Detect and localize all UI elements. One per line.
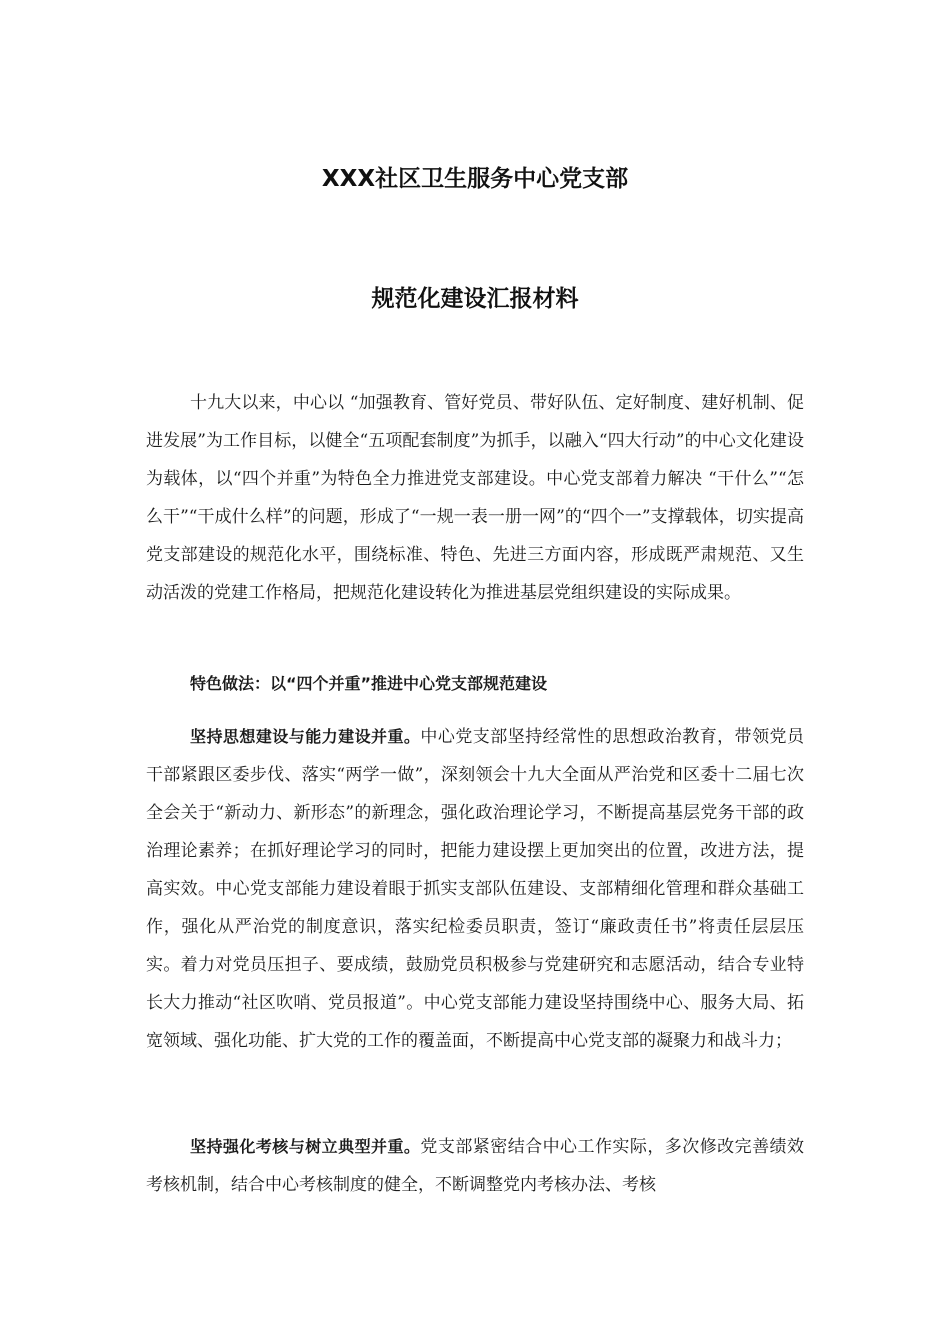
- section-2-paragraph: [146, 1128, 804, 1204]
- document-title-line-1: XXX社区卫生服务中心党支部: [321, 166, 629, 192]
- section-1-lead: 坚持思想建设与能力建设并重。: [190, 727, 421, 746]
- intro-paragraph: 十九大以来，中心以 “加强教育、管好党员、带好队伍、定好制度、建好机制、促进发展”为工作目标，以健全“五项配套制度”为抓手，以融入“四大行动”的中心文化建设为载体，以“四个并重”为特色全力推进党支部建设。中心党支部着力解决 “干什么”“怎么干”“干成什么样”的问题，形成了“一规一表一册一网”的“四个一”支撑载体，切实提高党支部建设的规范化水平，围绕标准、特色、先进三方面内容，形成既严肃规范、又生动活泼的党建工作格局，把规范化建设转化为推进基层党组织建设的实际成果。: [146, 393, 804, 603]
- document-title-line-2: 规范化建设汇报材料: [371, 286, 579, 312]
- section-heading: 特色做法：以“四个并重”推进中心党支部规范建设: [190, 674, 548, 693]
- section-2-text: 党支部紧密结合中心工作实际，多次修改完善绩效考核机制，结合中心考核制度的健全，不断调整党内考核办法、考核: [146, 1137, 804, 1195]
- section-1-paragraph: [146, 718, 804, 1060]
- section-2-lead: 坚持强化考核与树立典型并重。: [190, 1137, 421, 1156]
- section-1-text: 中心党支部坚持经常性的思想政治教育，带领党员干部紧跟区委步伐、落实“两学一做”，深刻领会十九大全面从严治党和区委十二届七次全会关于“新动力、新形态”的新理念，强化政治理论学习，不断提高基层党务干部的政治理论素养；在抓好理论学习的同时，把能力建设摆上更加突出的位置，改进方法，提高实效。中心党支部能力建设着眼于抓实支部队伍建设、支部精细化管理和群众基础工作，强化从严治党的制度意识，落实纪检委员职责，签订“廉政责任书”将责任层层压实。着力对党员压担子、要成绩，鼓励党员积极参与党建研究和志愿活动，结合专业特长大力推动“社区吹哨、党员报道”。中心党支部能力建设坚持围绕中心、服务大局、拓宽领域、强化功能、扩大党的工作的覆盖面，不断提高中心党支部的凝聚力和战斗力；: [146, 727, 804, 1051]
